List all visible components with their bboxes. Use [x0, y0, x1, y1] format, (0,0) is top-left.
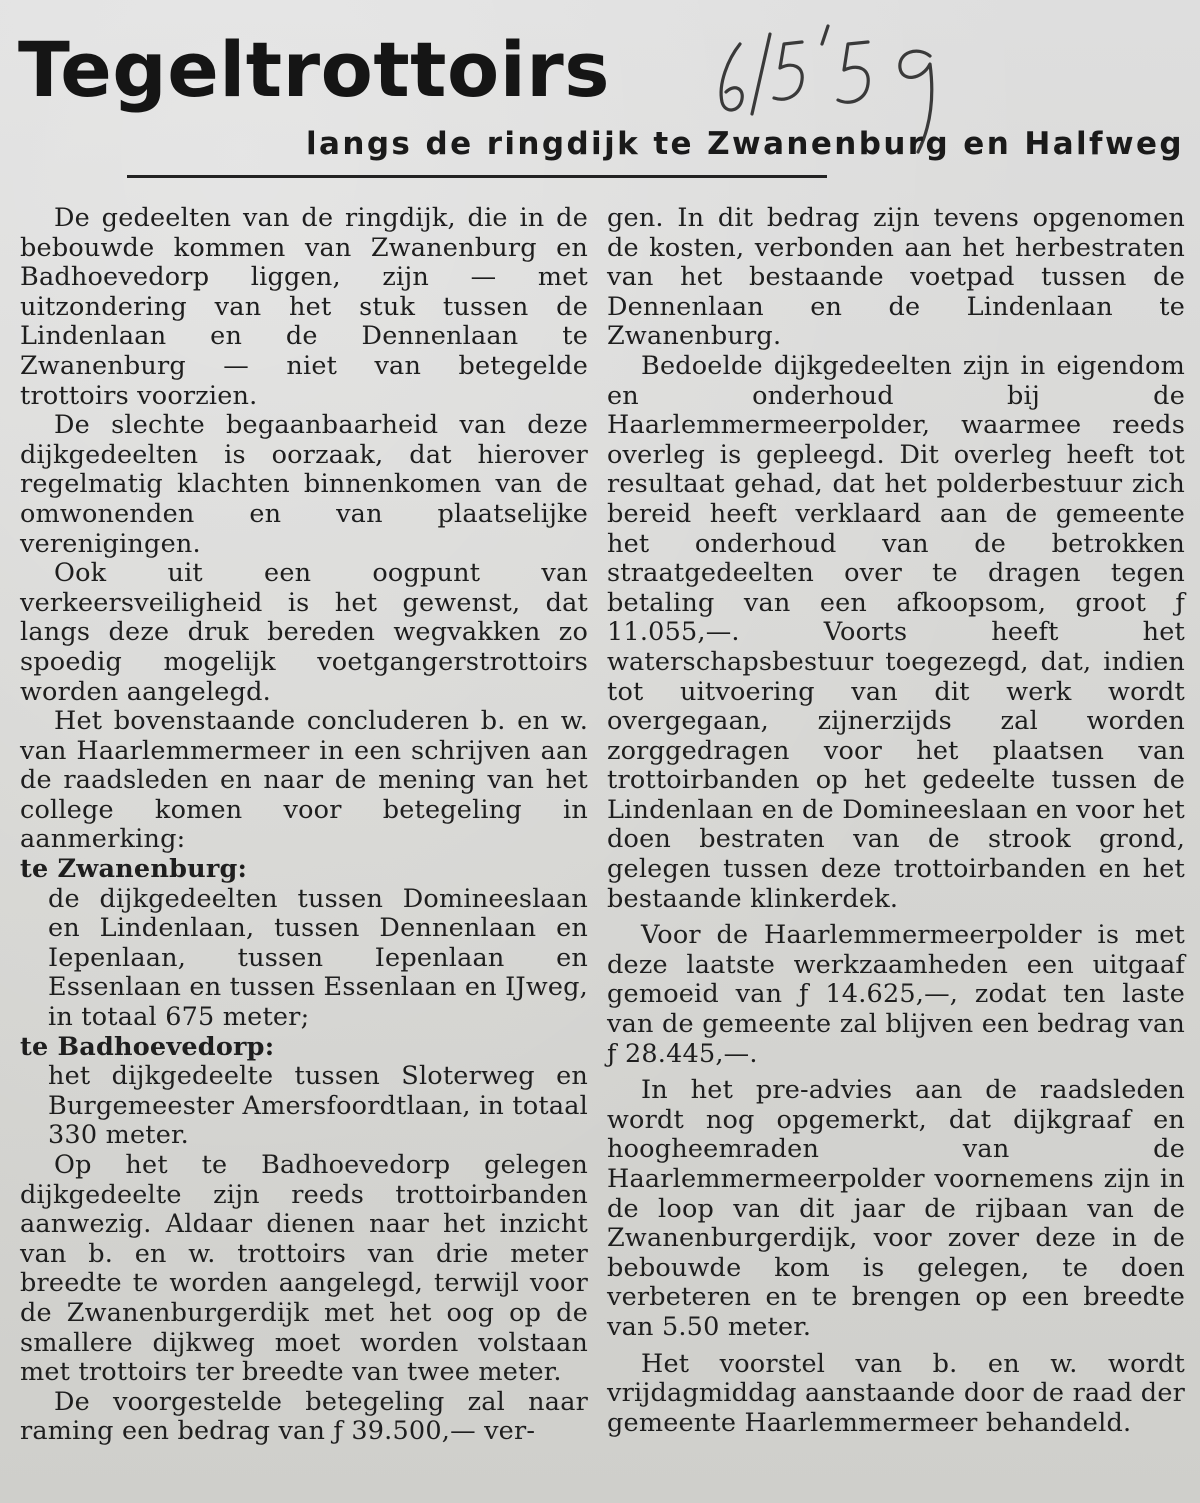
right-column	[607, 204, 1185, 1438]
paragraph: Het voorstel van b. en w. wordt vrijdagmiddag aanstaande door de raad der gemeente Haarlemmermeer behandeld.	[607, 1348, 1185, 1438]
paragraph: De voorgestelde betegeling zal naar raming een bedrag van ƒ 39.500,— ver-	[20, 1386, 588, 1447]
paragraph: Bedoelde dijkgedeelten zijn in eigendom en onderhoud bij de Haarlemmermeerpolder, waarmee reeds overleg is gepleegd. Dit overleg heeft tot resultaat gehad, dat het polderbestuur zich bereid heeft verklaard aan de gemeente het onderhoud van de betrokken straatgedeelten over te dragen tegen betaling van een afkoopsom, groot ƒ 11.055,—. Voorts heeft het waterschapsbestuur toegezegd, dat, indien tot uitvoering van dit werk wordt overgegaan, zijnerzijds zal worden zorggedragen voor het plaatsen van trottoirbanden op het gedeelte tussen de Lindenlaan en de Domineeslaan en voor het doen bestraten van de strook grond, gelegen tussen deze trottoirbanden en het bestaande klinkerdek.	[607, 350, 1185, 914]
location-heading-zwanenburg: te Zwanenburg:	[20, 854, 248, 885]
paragraph: Voor de Haarlemmermeerpolder is met deze laatste werkzaamheden een uitgaaf gemoeid van ƒ 14.625,—, zodat ten laste van de gemeente zal blijven een bedrag van ƒ 28.445,—.	[607, 920, 1185, 1069]
paragraph: Ook uit een oogpunt van verkeersveiligheid is het gewenst, dat langs deze druk bereden wegvakken zo spoedig mogelijk voetgangerstrottoirs worden aangelegd.	[20, 558, 588, 707]
headline: Tegeltrottoirs	[18, 25, 610, 114]
paragraph: De gedeelten van de ringdijk, die in de bebouwde kommen van Zwanenburg en Badhoevedorp liggen, zijn — met uitzondering van het stuk tussen de Lindenlaan en de Dennenlaan te Zwanenburg — niet van betegelde trottoirs voorzien.	[20, 203, 588, 411]
paragraph: Op het te Badhoevedorp gelegen dijkgedeelte zijn reeds trottoirbanden aanwezig. Aldaar dienen naar het inzicht van b. en w. trottoirs van drie meter breedte te worden aangelegd, terwijl voor de Zwanenburgerdijk met het oog op de smallere dijkweg moet worden volstaan met trottoirs ter breedte van twee meter.	[20, 1150, 588, 1388]
header-rule	[127, 175, 827, 178]
location-list-badhoevedorp: het dijkgedeelte tussen Sloterweg en Burgemeester Amersfoordtlaan, in totaal 330 meter.	[48, 1061, 588, 1151]
location-heading-badhoevedorp: te Badhoevedorp:	[20, 1031, 275, 1062]
paragraph: In het pre-advies aan de raadsleden wordt nog opgemerkt, dat dijkgraaf en hoogheemraden van de Haarlemmermeerpolder voornemens zijn in de loop van dit jaar de rijbaan van de Zwanenburgerdijk, voor zover deze in de bebouwde kom is gelegen, te doen verbeteren en te brengen op een breedte van 5.50 meter.	[607, 1075, 1185, 1342]
left-column	[20, 204, 588, 1447]
subheadline: langs de ringdijk te Zwanenburg en Halfweg	[306, 126, 1184, 162]
paragraph: Het bovenstaande concluderen b. en w. van Haarlemmermeer in een schrijven aan de raadsleden en naar de mening van het college komen voor betegeling in aanmerking:	[20, 706, 588, 855]
paragraph: gen. In dit bedrag zijn tevens opgenomen de kosten, verbonden aan het herbestraten van het bestaande voetpad tussen de Dennenlaan en de Lindenlaan te Zwanenburg.	[607, 203, 1185, 352]
location-list-zwanenburg: de dijkgedeelten tussen Domineeslaan en Lindenlaan, tussen Dennenlaan en Iepenlaan, tussen Iepenlaan en Essenlaan en tussen Essenlaan en IJweg, in totaal 675 meter;	[48, 883, 588, 1033]
paragraph: De slechte begaanbaarheid van deze dijkgedeelten is oorzaak, dat hierover regelmatig klachten binnenkomen van de omwonenden en van plaatselijke verenigingen.	[20, 410, 588, 559]
